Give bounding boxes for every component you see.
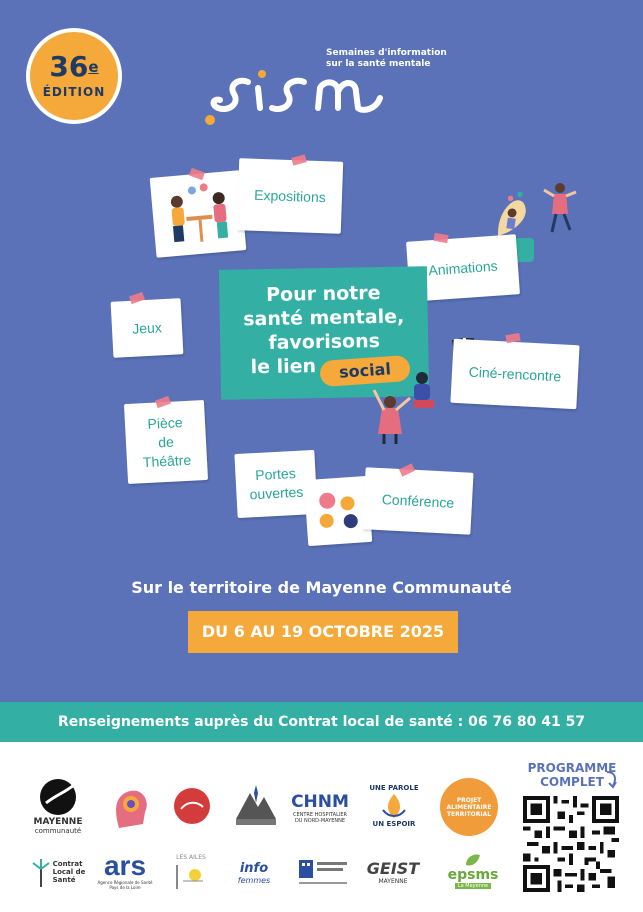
logo-ars: ars Agence Régionale de Santé Pays de la Loire [97, 850, 153, 890]
illustration-card-cafe [150, 170, 247, 258]
activity-jeux: Jeux [131, 318, 163, 337]
activity-portes-line: ouvertes [249, 483, 304, 503]
leaf-icon [464, 853, 482, 867]
slogan-line: favorisons [268, 330, 381, 354]
edition-number: 36e [49, 50, 99, 83]
slogan-line: Pour notre [265, 282, 381, 307]
territory-text: Sur le territoire de Mayenne Communauté [131, 578, 512, 597]
activity-card-expositions [237, 158, 343, 234]
cafe-illustration [155, 179, 240, 250]
slogan-line: le lien [250, 355, 317, 379]
activity-card-conference [362, 467, 473, 535]
activity-theatre-line: Théâtre [142, 451, 192, 470]
wings-icon [173, 861, 209, 891]
logo-geist: GEIST MAYENNE [366, 859, 420, 885]
wind-turbine-icon [29, 857, 53, 887]
qr-code[interactable] [523, 796, 619, 892]
dates-banner: DU 6 AU 19 OCTOBRE 2025 [188, 611, 458, 653]
activity-animations: Animations [427, 257, 499, 278]
activity-portes-line: Portes [254, 464, 297, 484]
illustration-card-flowers [304, 476, 372, 546]
activity-conference: Conférence [381, 490, 455, 511]
flowers-illustration [311, 488, 366, 534]
logo-mountain [232, 782, 280, 830]
slogan-highlight-social: social [319, 355, 411, 387]
activity-card-cine [450, 339, 579, 410]
logo-une-parole: UNE PAROLE UN ESPOIR [369, 784, 419, 828]
logo-info-femmes: info femmes [237, 861, 271, 885]
logo-building [296, 854, 350, 890]
logo-epsms: epsms La Mayenne [442, 850, 504, 892]
building-icon [297, 856, 349, 888]
activity-card-jeux [111, 298, 184, 358]
edition-label: ÉDITION [42, 85, 106, 99]
slogan-line: santé mentale, [243, 305, 405, 331]
activity-cine-rencontre: Ciné-rencontre [468, 363, 562, 384]
flame-icon [379, 792, 409, 820]
illustration-card-dancer [540, 180, 580, 234]
mountain-icon [232, 783, 280, 829]
logo-chnm: CHNM CENTRE HOSPITALIER DU NORD-MAYENNE [291, 792, 349, 824]
sism-tagline: Semaines d'information sur la santé mentale [326, 48, 447, 69]
arrow-down-icon [605, 770, 619, 790]
logo-mayenne: MAYENNE communauté [30, 772, 86, 840]
activity-card-theatre [124, 400, 208, 484]
info-band: Renseignements auprès du Contrat local de santé : 06 76 80 41 57 [0, 702, 643, 742]
dancer-illustration [540, 180, 580, 234]
mayenne-emblem-icon [38, 777, 78, 817]
logo-head [108, 782, 154, 834]
logo-contrat-local-sante: Contrat Local de Santé [28, 852, 86, 892]
head-profile-icon [109, 784, 153, 832]
edition-badge [26, 28, 122, 124]
la-mayenne-icon [173, 787, 211, 825]
logo-la-mayenne [172, 786, 212, 826]
logo-gem-ailes: LES AILES [170, 850, 212, 894]
logo-pat: PROJET ALIMENTAIRE TERRITORIAL [440, 778, 498, 836]
programme-label: PROGRAMME COMPLET [527, 761, 617, 789]
activity-theatre-line: Pièce [147, 413, 183, 432]
people-illustration [370, 368, 440, 444]
activity-expositions: Expositions [253, 186, 327, 205]
activity-theatre-line: de [157, 433, 175, 450]
